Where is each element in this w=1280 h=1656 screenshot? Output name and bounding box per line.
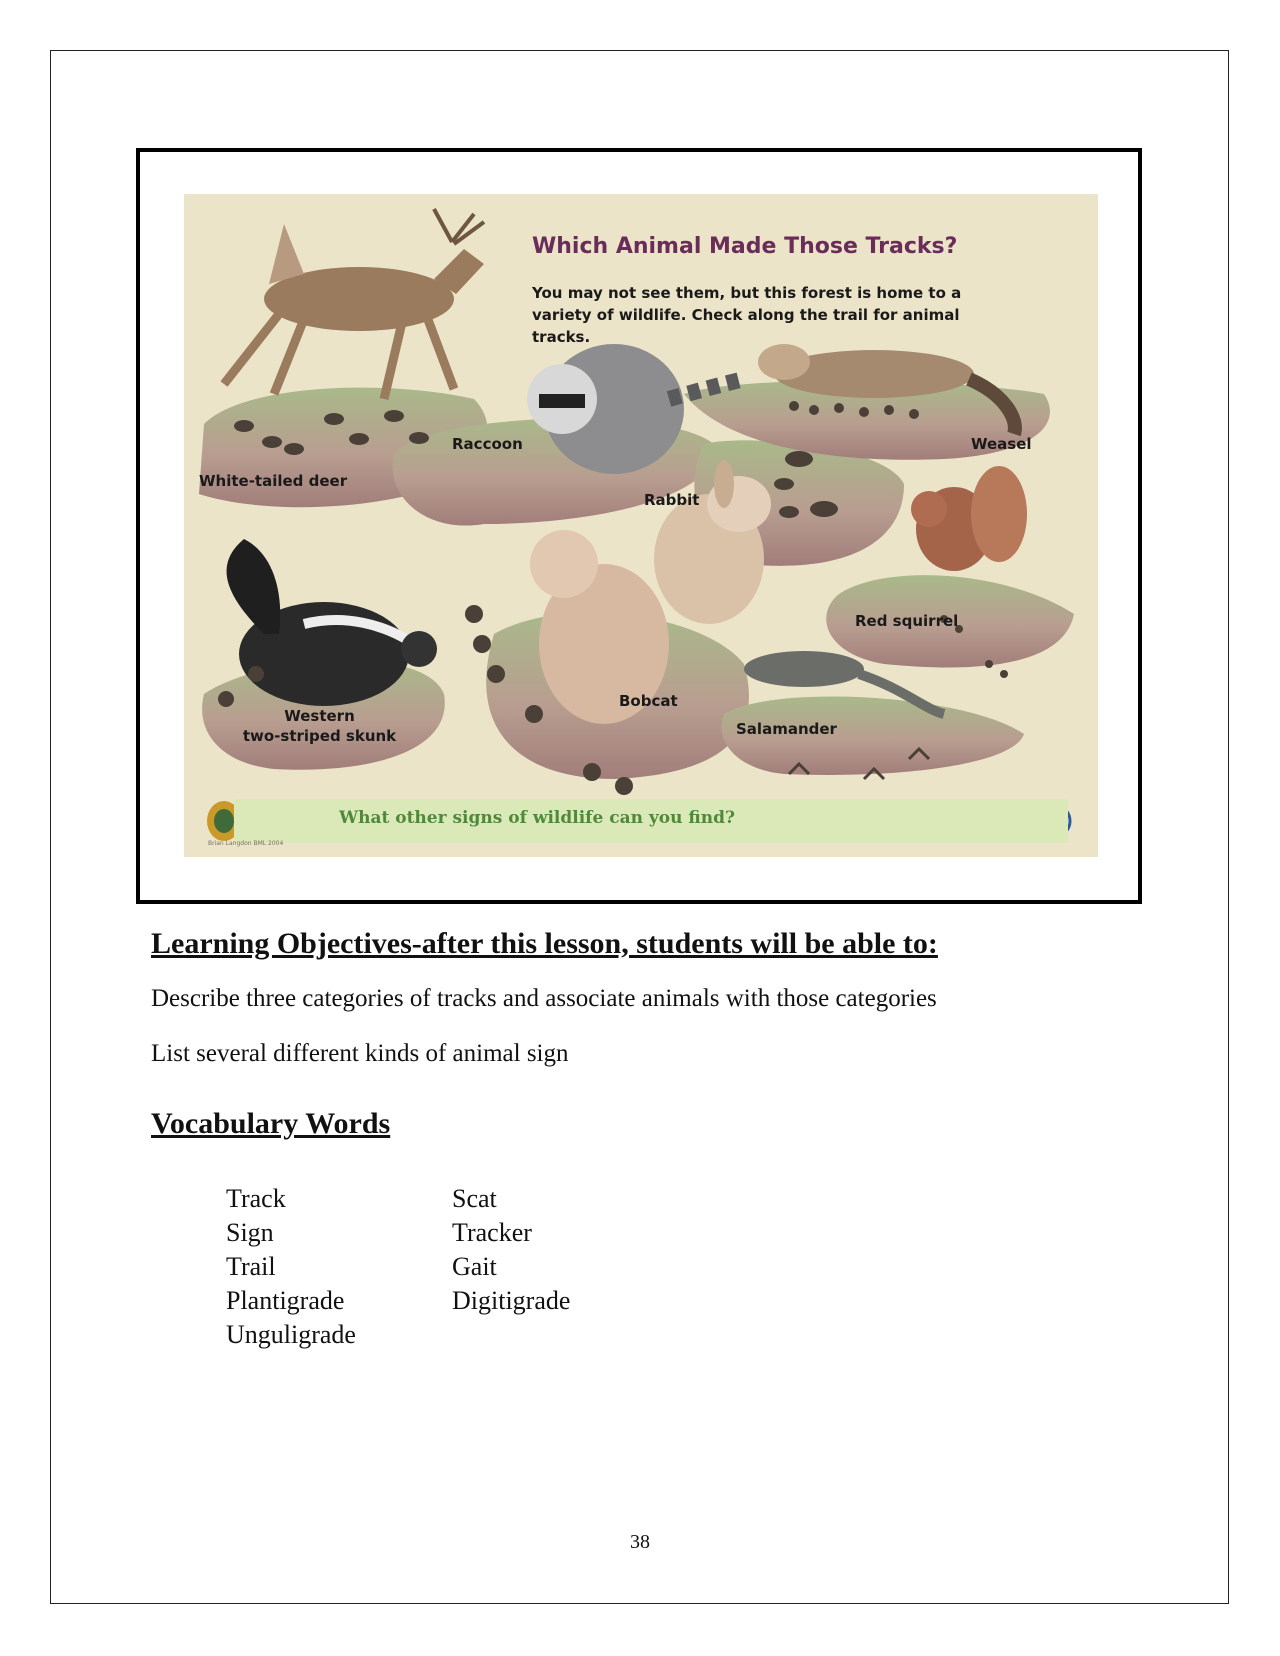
vocab-word: Plantigrade xyxy=(226,1286,345,1315)
label-salamander: Salamander xyxy=(736,720,837,738)
objective-item: List several different kinds of animal sign xyxy=(151,1040,569,1067)
label-skunk-line1: Western xyxy=(284,707,355,725)
deer-illustration xyxy=(224,209,484,399)
vocab-word: Tracker xyxy=(452,1218,532,1247)
vocabulary-column-1 xyxy=(226,1182,356,1352)
vocabulary-column-2 xyxy=(452,1182,570,1318)
poster-bottom-question: What other signs of wildlife can you find? xyxy=(339,808,735,828)
poster-figure xyxy=(136,148,1142,904)
label-raccoon: Raccoon xyxy=(452,435,523,453)
label-red-squirrel: Red squirrel xyxy=(855,612,959,630)
poster-title: Which Animal Made Those Tracks? xyxy=(532,234,958,259)
red-squirrel-illustration xyxy=(911,466,1027,571)
label-weasel: Weasel xyxy=(971,435,1032,453)
label-rabbit: Rabbit xyxy=(644,491,700,509)
vocab-word: Trail xyxy=(226,1252,276,1281)
page-number: 38 xyxy=(630,1531,650,1553)
wildlife-tracks-poster xyxy=(184,194,1098,857)
label-bobcat: Bobcat xyxy=(619,692,678,710)
vocab-word: Gait xyxy=(452,1252,497,1281)
vocab-word: Sign xyxy=(226,1218,274,1247)
label-deer: White-tailed deer xyxy=(199,472,348,490)
poster-credit: Brian Langdon BML 2004 xyxy=(208,840,284,847)
vocabulary-heading: Vocabulary Words xyxy=(151,1107,391,1140)
vocab-word: Digitigrade xyxy=(452,1286,571,1315)
learning-objectives-heading: Learning Objectives-after this lesson, students will be able to: xyxy=(151,927,938,960)
objective-item: Describe three categories of tracks and associate animals with those categories xyxy=(151,985,937,1012)
vocab-word: Scat xyxy=(452,1184,497,1213)
vocab-word: Track xyxy=(226,1184,286,1213)
label-skunk xyxy=(232,706,407,746)
poster-intro: You may not see them, but this forest is home to a variety of wildlife. Check along the trail for animal tracks. xyxy=(532,284,962,346)
label-skunk-line2: two-striped skunk xyxy=(242,727,397,745)
vocab-word: Unguligrade xyxy=(226,1320,356,1349)
